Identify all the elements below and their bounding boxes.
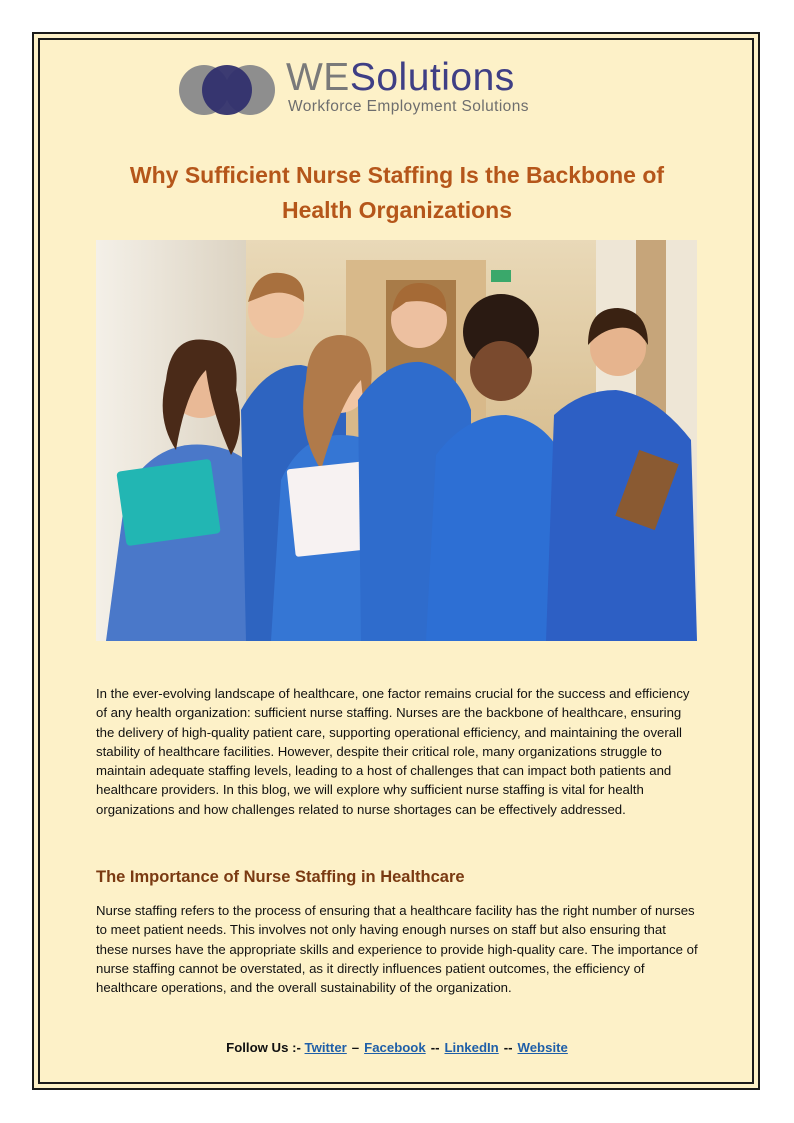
intro-paragraph: In the ever-evolving landscape of healthcare, one factor remains crucial for the success and efficiency of any health organization: sufficient nurse staffing. Nurses are the backbone of healthcare, ensuring the delivery of high-quality patient care, supporting operational efficiency, and maintaining the overall stability of healthcare facilities. However, despite their critical role, many organizations struggle to maintain adequate staffing levels, leading to a host of challenges that can impact both patients and healthcare providers. In this blog, we will explore why sufficient nurse staffing is vital for health organizations and how challenges related to nurse shortages can be effectively addressed. [96,686,690,817]
section-heading: The Importance of Nurse Staffing in Healthcare [96,868,465,886]
social-footer [96,1040,698,1055]
facebook-link[interactable]: Facebook [364,1040,426,1055]
website-link[interactable]: Website [517,1040,568,1055]
section-paragraph: Nurse staffing refers to the process of ensuring that a healthcare facility has the right number of nurses to meet patient needs. This involves not only having enough nurses on staff but also ensuring that these nurses have the appropriate skills and experience to provide high-quality care. The importance of nurse staffing cannot be overstated, as it directly influences patient outcomes, the efficiency of healthcare operations, and the overall sustainability of the organization. [96,903,698,996]
footer-separator: -- [430,1040,440,1055]
footer-separator: -- [503,1040,513,1055]
article-title: Why Sufficient Nurse Staffing Is the Backbone of Health Organizations [129,162,665,223]
logo-circles-icon [178,64,278,116]
hero-image [96,240,697,641]
brand-name-we: WE [286,56,350,99]
footer-separator: – [351,1040,360,1055]
linkedin-link[interactable]: LinkedIn [444,1040,499,1055]
twitter-link[interactable]: Twitter [304,1040,347,1055]
brand-tagline: Workforce Employment Solutions [288,98,529,115]
brand-name-solutions: Solutions [349,56,515,99]
brand-name [286,54,515,102]
nurses-photo-illustration [96,240,697,641]
follow-us-label: Follow Us :- [226,1040,301,1055]
brand-logo [178,56,618,120]
